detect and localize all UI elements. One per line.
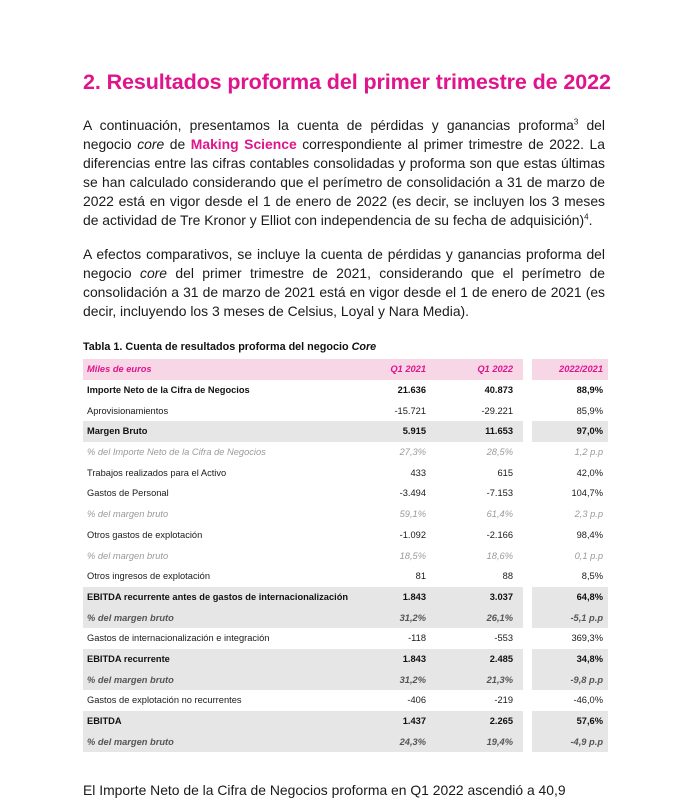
row-q1-2022: -7.153 — [486, 488, 513, 499]
section-heading: 2. Resultados proforma del primer trimestre de 2022 — [83, 70, 611, 94]
p1-text-e: . — [588, 211, 593, 228]
row-variation: 1,2 p.p — [574, 447, 603, 458]
row-q1-2022: 11.653 — [485, 426, 513, 437]
table-row — [83, 462, 608, 483]
row-q1-2021: -406 — [407, 695, 426, 706]
row-variation: 97,0% — [576, 426, 603, 437]
row-variation: -9,8 p.p — [570, 674, 603, 685]
row-label: Margen Bruto — [87, 426, 148, 437]
row-q1-2022: 88 — [502, 571, 513, 582]
row-q1-2022: 26,1% — [486, 612, 513, 623]
row-q1-2022: 40.873 — [484, 385, 513, 396]
row-variation: -4,9 p.p — [570, 736, 603, 747]
row-label: Aprovisionamientos — [87, 405, 169, 416]
header-q1-2022: Q1 2022 — [477, 364, 513, 375]
table-row — [83, 566, 608, 587]
row-q1-2021: 5.915 — [402, 426, 426, 437]
table-row — [83, 607, 608, 628]
row-variation: 2,3 p.p — [574, 509, 603, 520]
row-label: % del margen bruto — [87, 509, 169, 520]
table-row — [83, 690, 608, 711]
p1-text-d: correspondiente al primer trimestre de 2022. La diferencias entre las cifras contables consolidadas y proforma son que estas últimas se han calculado considerando que el perímetro de consolidación a 31 de marzo de 2022 está en vigor desde el 1 de enero de 2022 (es decir, se incluyen los 3 meses de actividad de Tre Kronor y Elliot con independencia de su fecha de adquisición) — [83, 135, 605, 228]
row-q1-2021: 59,1% — [399, 509, 426, 520]
row-q1-2021: -15.721 — [394, 405, 426, 416]
row-variation: 85,9% — [576, 405, 603, 416]
table-row — [83, 442, 608, 463]
row-label: % del Importe Neto de la Cifra de Negocios — [87, 447, 266, 458]
header-q1-2021: Q1 2021 — [390, 364, 426, 375]
footnote-ref-3[interactable]: 3 — [573, 117, 579, 127]
table-row — [83, 504, 608, 525]
table-header-row — [83, 359, 608, 380]
row-label: Gastos de internacionalización e integración — [87, 633, 270, 644]
table-row — [83, 649, 608, 670]
row-q1-2022: 2.485 — [489, 653, 513, 664]
row-variation: 57,6% — [576, 716, 603, 727]
row-label: Trabajos realizados para el Activo — [87, 467, 227, 478]
row-q1-2022: 61,4% — [486, 509, 513, 520]
row-variation: 88,9% — [576, 385, 603, 396]
p1-text-c: de — [164, 135, 191, 152]
p2-text-a: A efectos comparativos, se incluye la cuenta de pérdidas y ganancias proforma del negocio — [83, 246, 605, 281]
row-q1-2022: 18,6% — [486, 550, 513, 561]
row-label: EBITDA recurrente antes de gastos de internacionalización — [87, 591, 349, 602]
row-q1-2021: 1.437 — [402, 716, 426, 727]
row-q1-2021: 18,5% — [399, 550, 426, 561]
row-q1-2021: 27,3% — [399, 447, 426, 458]
caption-core: Core — [351, 341, 377, 353]
caption-text: Tabla 1. Cuenta de resultados proforma del negocio — [83, 341, 352, 353]
row-variation: 369,3% — [571, 633, 603, 644]
table-body — [83, 380, 608, 752]
row-label: EBITDA recurrente — [87, 653, 170, 664]
paragraph-comparison — [83, 245, 605, 321]
row-label: Importe Neto de la Cifra de Negocios — [87, 385, 250, 396]
row-variation: 104,7% — [571, 488, 603, 499]
row-variation: 64,8% — [576, 591, 603, 602]
table-row — [83, 421, 608, 442]
row-label: Gastos de Personal — [87, 488, 169, 499]
p2-core-italic: core — [140, 264, 168, 281]
row-q1-2021: 31,2% — [399, 674, 426, 685]
table-row — [83, 483, 608, 504]
row-label: % del margen bruto — [87, 550, 169, 561]
row-q1-2021: -1.092 — [399, 529, 426, 540]
row-label: EBITDA — [87, 716, 122, 727]
row-q1-2021: -118 — [408, 633, 426, 644]
p2-text-b: del primer trimestre de 2021, considerando que el perímetro de consolidación a 31 de marzo de 2021 está en vigor desde el 1 de enero de 2021 (es decir, incluyendo los 3 meses de Celsius, Loyal y Nara Media). — [83, 264, 605, 319]
row-variation: 98,4% — [576, 529, 603, 540]
row-q1-2022: 19,4% — [486, 736, 513, 747]
table-row — [83, 380, 608, 401]
paragraph-intro — [83, 116, 605, 229]
row-q1-2021: 1.843 — [402, 591, 426, 602]
row-label: % del margen bruto — [87, 612, 174, 623]
row-label: % del margen bruto — [87, 674, 174, 685]
p1-text-a: A continuación, presentamos la cuenta de pérdidas y ganancias proforma — [83, 117, 574, 133]
row-variation: -5,1 p.p — [570, 612, 603, 623]
row-q1-2022: 615 — [497, 467, 513, 478]
row-label: % del margen bruto — [87, 736, 174, 747]
row-variation: 42,0% — [576, 467, 603, 478]
table-caption — [83, 341, 376, 353]
row-q1-2022: 3.037 — [489, 591, 513, 602]
income-statement-table — [83, 359, 608, 752]
row-q1-2021: 31,2% — [399, 612, 426, 623]
table-row — [83, 711, 608, 732]
row-q1-2021: 21.636 — [397, 385, 426, 396]
row-q1-2021: 1.843 — [402, 653, 426, 664]
paragraph-summary: El Importe Neto de la Cifra de Negocios proforma en Q1 2022 ascendió a 40,9 — [83, 782, 566, 798]
table-row — [83, 525, 608, 546]
row-q1-2022: -553 — [494, 633, 513, 644]
row-q1-2022: 21,3% — [486, 674, 513, 685]
row-q1-2022: -219 — [494, 695, 513, 706]
p1-core-italic: core — [137, 135, 165, 152]
row-label: Gastos de explotación no recurrentes — [87, 695, 242, 706]
header-units: Miles de euros — [87, 364, 152, 375]
row-q1-2021: -3.494 — [399, 488, 426, 499]
header-variation: 2022/2021 — [559, 364, 603, 375]
row-variation: -46,0% — [573, 695, 603, 706]
row-q1-2021: 433 — [410, 467, 426, 478]
footnote-ref-4[interactable]: 4 — [584, 211, 589, 221]
row-variation: 0,1 p.p — [574, 550, 603, 561]
table-row — [83, 400, 608, 421]
p1-text-b: del negocio — [83, 117, 605, 152]
row-q1-2022: 28,5% — [486, 447, 513, 458]
row-label: Otros gastos de explotación — [87, 529, 203, 540]
row-q1-2022: -2.166 — [486, 529, 513, 540]
brand-name: Making Science — [190, 135, 297, 152]
table-row — [83, 628, 608, 649]
row-variation: 34,8% — [576, 653, 603, 664]
table-row — [83, 587, 608, 608]
row-q1-2022: 2.265 — [489, 716, 513, 727]
table-row — [83, 669, 608, 690]
table-row — [83, 731, 608, 752]
row-q1-2022: -29.221 — [481, 405, 513, 416]
row-label: Otros ingresos de explotación — [87, 571, 210, 582]
table-row — [83, 545, 608, 566]
row-q1-2021: 24,3% — [399, 736, 426, 747]
row-variation: 8,5% — [581, 571, 603, 582]
row-q1-2021: 81 — [415, 571, 426, 582]
